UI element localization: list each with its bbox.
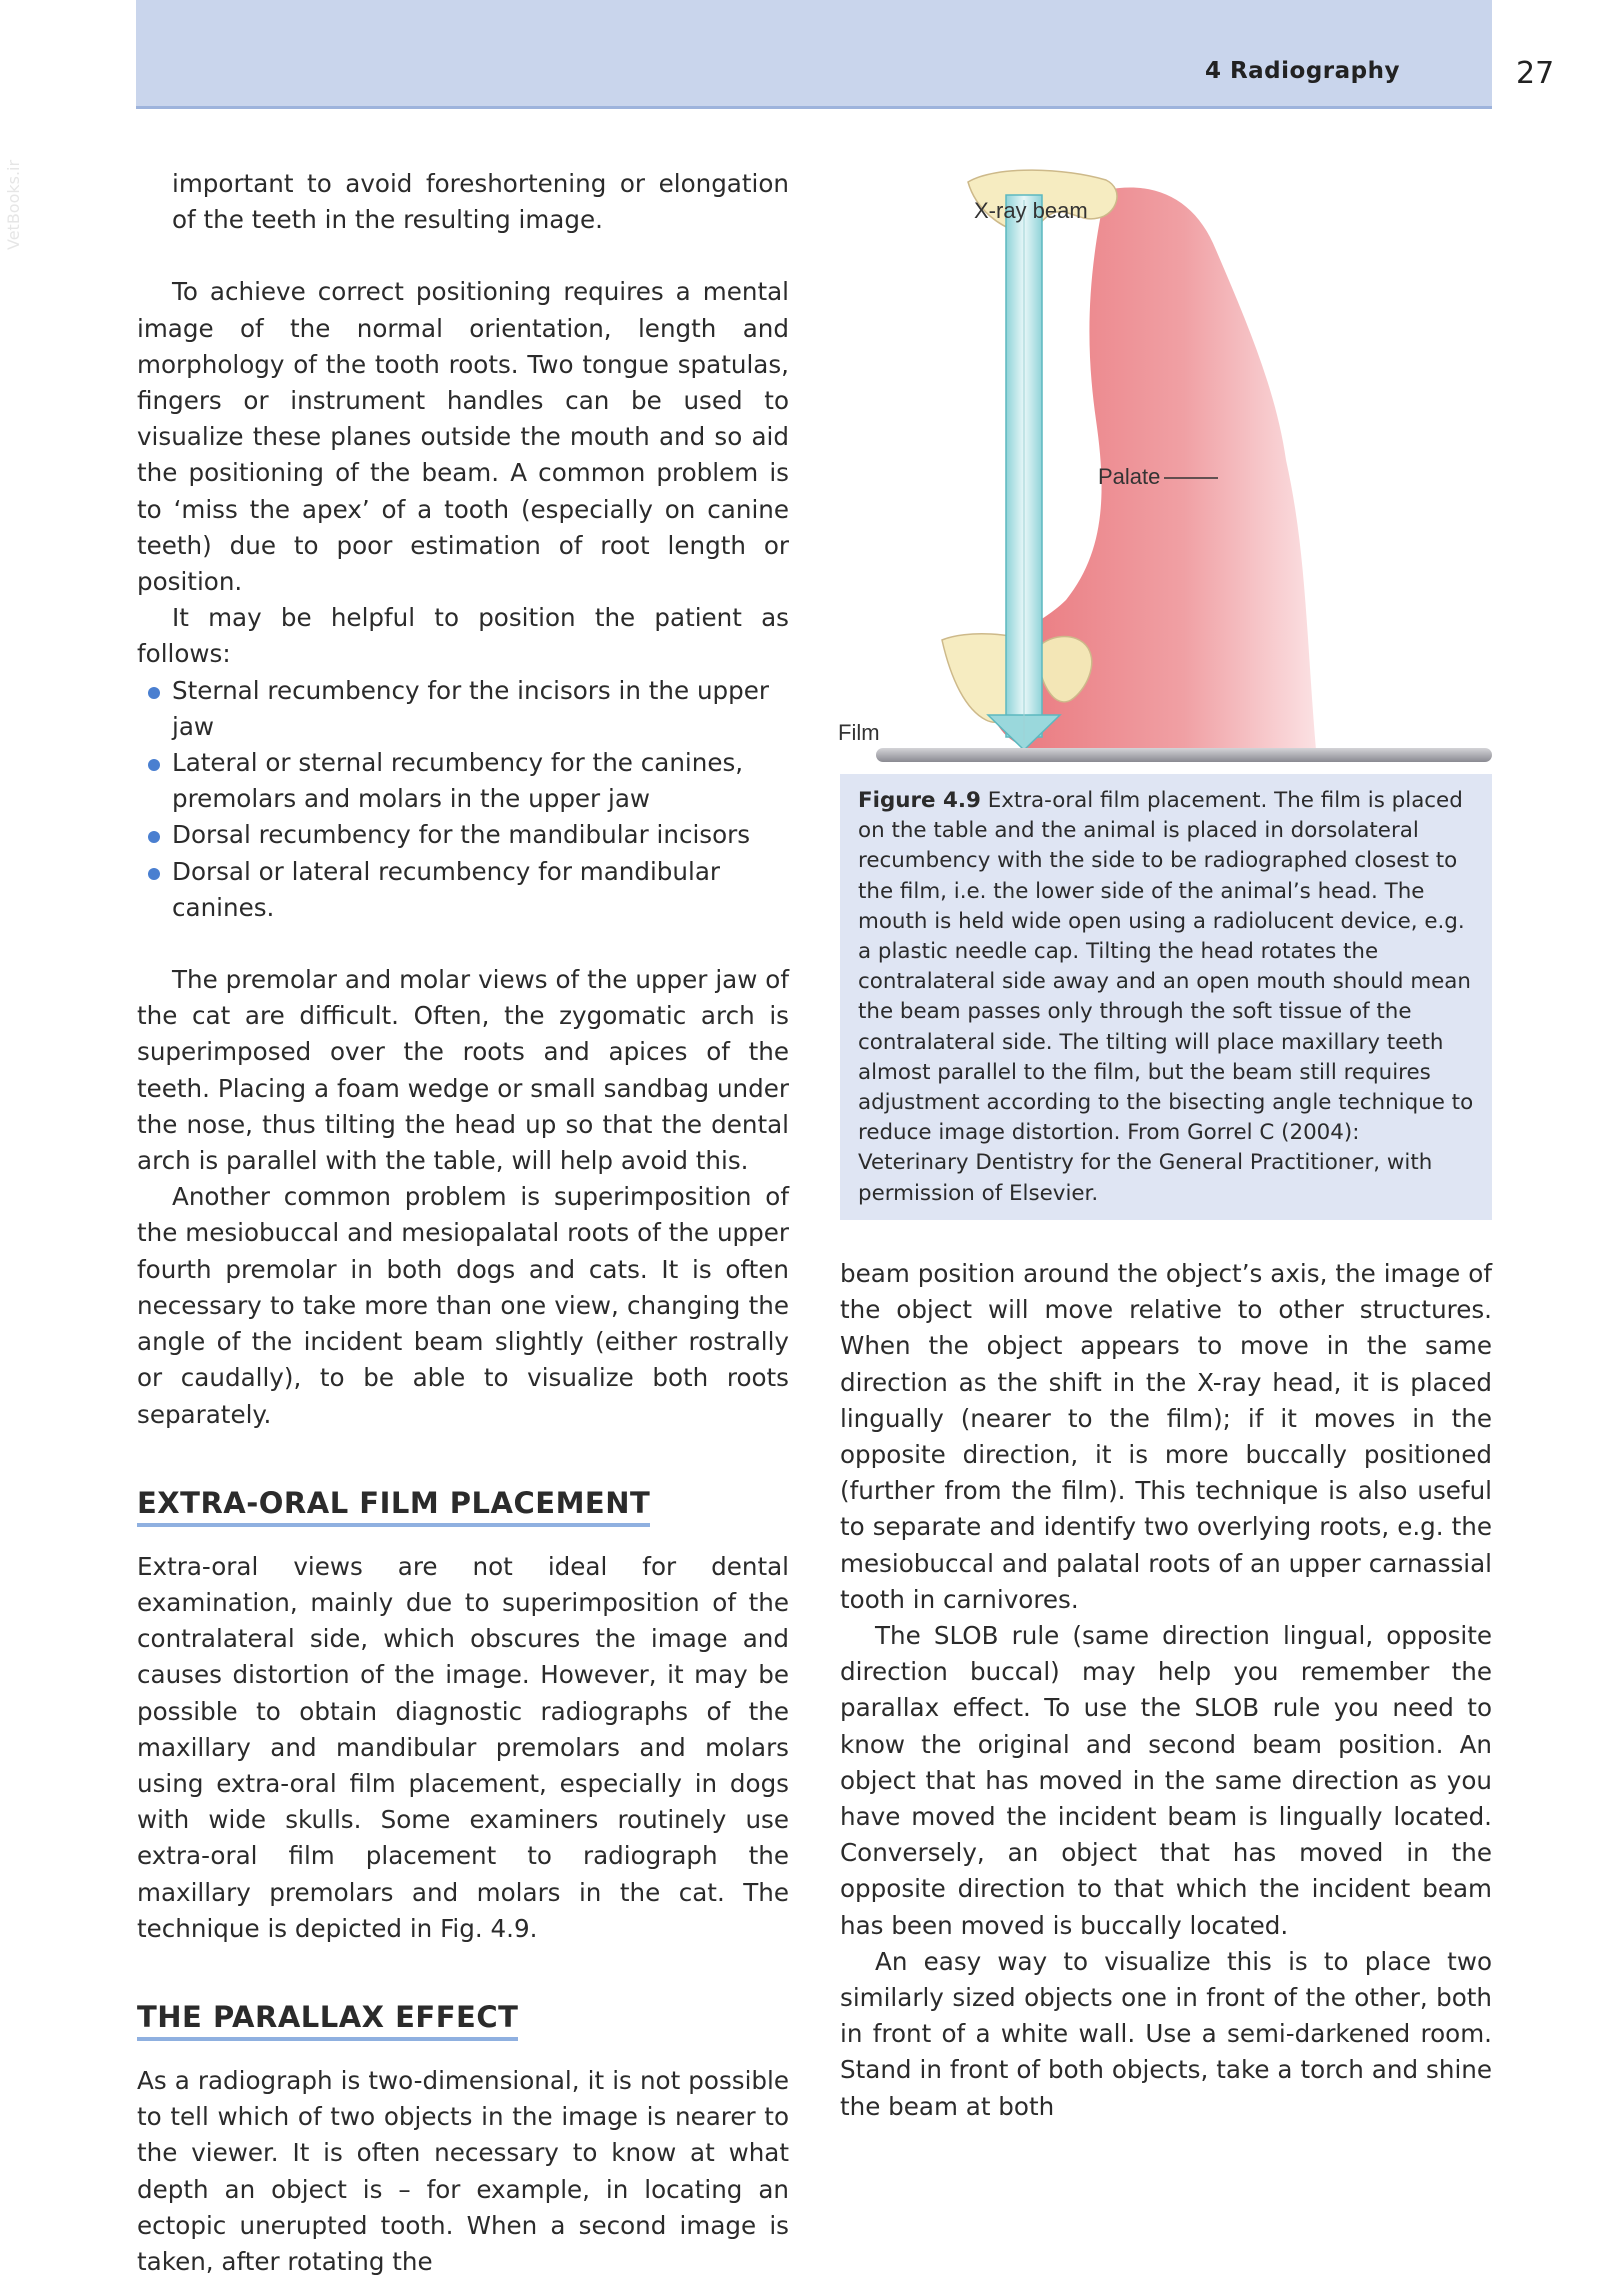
section-heading: EXTRA-ORAL FILM PLACEMENT [137,1485,789,1527]
paragraph: beam position around the object’s axis, the image of the object will move relative to other structures. When the object appears to move in the same direction as the shift in the X-ray head, it is placed lingually (nearer to the film); if it moves in the opposite direction, it is more buccally positioned (further from the film). This technique is also useful to separate and identify two overlying roots, e.g. the mesiobuccal and palatal roots of an upper carnassial tooth in carnivores. [840,1259,1492,1614]
paragraph: As a radiograph is two-dimensional, it is not possible to tell which of two objects in the image is nearer to the viewer. It is often necessary to know at what depth an object is – for example, in locating an ectopic unerupted tooth. When a second image is taken, after rotating the [137,2065,789,2276]
left-column [137,166,789,2280]
list-item: Lateral or sternal recumbency for the canines, premolars and molars in the upper jaw [137,745,789,817]
bullet-icon [148,687,160,699]
xray-beam-label: X-ray beam [974,198,1088,223]
bullet-list [137,673,789,926]
paragraph: An easy way to visualize this is to place two similarly sized objects one in front of the other, both in front of a white wall. Use a semi-darkened room. Stand in front of both objects, take a torch and shine the beam at both [840,1946,1492,2121]
paragraph: Extra-oral views are not ideal for dental examination, mainly due to superimposition of the contralateral side, which obscures the image and causes distortion of the image. However, it may be possible to obtain diagnostic radiographs of the maxillary and mandibular premolars and molars using extra-oral film placement, especially in dogs with wide skulls. Some examiners routinely use extra-oral film placement to radiograph the maxillary premolars and molars in the cat. The technique is depicted in Fig. 4.9. [137,1551,789,1943]
running-head: 4 Radiography [1204,58,1400,84]
right-column [840,1256,1492,2125]
film-bar [876,748,1492,762]
paragraph: The SLOB rule (same direction lingual, opposite direction buccal) may help you remember the parallax effect. To use the SLOB rule you need to know the original and second beam position. An object that has moved in the same direction as you have moved the incident beam is lingually located. Conversely, an object that has moved in the opposite direction to that which the incident beam has been moved is buccally located. [840,1621,1492,1940]
paragraph: important to avoid foreshortening or elongation of the teeth in the resulting image. [172,169,789,235]
palate-label: Palate [1098,464,1161,489]
bullet-icon [148,759,160,771]
list-item: Dorsal or lateral recumbency for mandibular canines. [137,854,789,926]
film-label: Film [838,720,880,745]
watermark: VetBooks.ir [4,159,23,250]
paragraph: To achieve correct positioning requires a mental image of the normal orientation, length and morphology of the tooth roots. Two tongue spatulas, fingers or instrument handles can be used to visualize these planes outside the mouth and so aid the positioning of the beam. A common problem is to ‘miss the apex’ of a tooth (especially on canine teeth) due to poor estimation of root length or position. [137,277,789,597]
bullet-icon [148,868,160,880]
figure-illustration [836,160,1496,770]
paragraph: The premolar and molar views of the upper jaw of the cat are difficult. Often, the zygomatic arch is superimposed over the roots and apices of the teeth. Placing a foam wedge or small sandbag under the nose, thus tilting the head up so that the dental arch is parallel with the table, will help avoid this. [137,965,789,1176]
caption-label: Figure 4.9 [858,788,981,813]
bullet-icon [148,831,160,843]
page-number-box [1492,0,1620,106]
list-item: Dorsal recumbency for the mandibular incisors [137,817,789,853]
section-heading: THE PARALLAX EFFECT [137,1999,789,2041]
page-number: 27 [1516,56,1555,91]
list-item: Sternal recumbency for the incisors in the upper jaw [137,673,789,745]
figure-caption [840,774,1492,1220]
paragraph: It may be helpful to position the patient as follows: [137,603,789,669]
caption-text: Extra-oral film placement. The film is placed on the table and the animal is placed in dorsolateral recumbency with the side to be radiographed closest to the film, i.e. the lower side of the animal’s head. The mouth is held wide open using a radiolucent device, e.g. a plastic needle cap. Tilting the head rotates the contralateral side away and an open mouth should mean the beam passes only through the soft tissue of the contralateral side. The tilting will place maxillary teeth almost parallel to the film, but the beam still requires adjustment according to the bisecting angle technique to reduce image distortion. From Gorrel C (2004): Veterinary Dentistry for the General Practitioner, with permission of Elsevier. [858,788,1474,1206]
paragraph: Another common problem is superimposition of the mesiobuccal and mesiopalatal roots of the upper fourth premolar in both dogs and cats. It is often necessary to take more than one view, changing the angle of the incident beam slightly (either rostrally or caudally), to be able to visualize both roots separately. [137,1182,789,1429]
header-band [136,0,1492,109]
